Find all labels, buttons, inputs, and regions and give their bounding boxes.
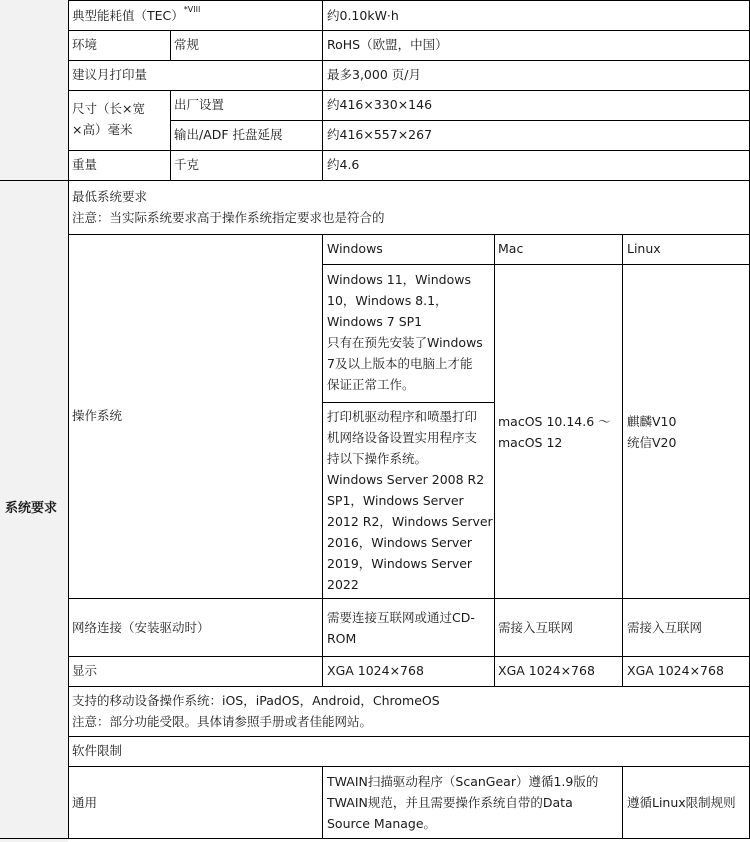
- rule: [0, 180, 750, 181]
- win-server-line: 2022: [327, 577, 359, 592]
- rule: [0, 838, 750, 839]
- rule: [68, 234, 750, 235]
- min-requirements-note: 注意：当实际系统要求高于操作系统指定要求也是符合的: [72, 210, 385, 225]
- rule: [68, 598, 750, 599]
- linux-os-line: 麒麟V10: [627, 414, 677, 429]
- network-windows-line: 需要连接互联网或通过CD-: [327, 610, 475, 625]
- win-server-line: 2019，Windows Server: [327, 556, 473, 571]
- rule: [68, 686, 750, 687]
- weight-value: 约4.6: [327, 157, 360, 172]
- display-linux: XGA 1024×768: [627, 663, 724, 678]
- rule: [322, 264, 750, 265]
- rule: [622, 234, 623, 686]
- mobile-os-note: 注意：部分功能受限。具体请参照手册或者佳能网站。: [72, 714, 373, 729]
- weight-label: 重量: [72, 157, 98, 172]
- win-server-line: 机网络设备设置实用程序支: [327, 430, 478, 445]
- display-label: 显示: [72, 663, 98, 678]
- rule: [68, 0, 750, 1]
- environment-sub: 常规: [174, 37, 200, 52]
- win-client-line: Windows 7 SP1: [327, 314, 423, 329]
- mac-os-line: macOS 12: [498, 435, 563, 450]
- general-linux: 遵循Linux限制规则: [627, 795, 736, 810]
- win-client-line: 7及以上版本的电脑上才能: [327, 356, 473, 371]
- rule: [170, 90, 171, 180]
- dimensions-factory-value: 约416×330×146: [327, 97, 433, 112]
- rule: [68, 766, 750, 767]
- win-client-line: 只有在预先安装了Windows: [327, 335, 483, 350]
- tec-label-text: 典型能耗值（TEC）: [72, 8, 184, 23]
- software-limit-title: 软件限制: [72, 743, 123, 758]
- win-client-line: Windows 11，Windows: [327, 272, 471, 287]
- left-gutter: [0, 0, 68, 842]
- dimensions-label-line2: ×高）毫米: [72, 122, 133, 137]
- win-client-line: 10，Windows 8.1，: [327, 293, 448, 308]
- general-windows-line: TWAIN规范，并且需要操作系统自带的Data: [327, 795, 573, 810]
- rule: [322, 402, 494, 403]
- mobile-os-line: 支持的移动设备操作系统：iOS，iPadOS，Android，ChromeOS: [72, 693, 440, 708]
- linux-os-line: 统信V20: [627, 435, 677, 450]
- tec-value: 约0.10kW·h: [327, 8, 399, 23]
- display-mac: XGA 1024×768: [498, 663, 595, 678]
- rule: [68, 0, 69, 838]
- network-label: 网络连接（安装驱动时）: [72, 620, 210, 635]
- win-server-line: 2012 R2，Windows Server: [327, 514, 493, 529]
- monthly-volume-label: 建议月打印量: [72, 67, 148, 82]
- display-windows: XGA 1024×768: [327, 663, 424, 678]
- environment-value: RoHS（欧盟，中国）: [327, 37, 448, 52]
- rule: [68, 656, 750, 657]
- col-linux: Linux: [627, 241, 661, 256]
- win-server-line: SP1，Windows Server: [327, 493, 464, 508]
- rule: [322, 766, 323, 838]
- win-server-line: 持以下操作系统。: [327, 451, 428, 466]
- weight-unit: 千克: [174, 157, 200, 172]
- dimensions-extended: 输出/ADF 托盘延展: [174, 127, 283, 142]
- min-requirements-title: 最低系统要求: [72, 189, 148, 204]
- col-mac: Mac: [498, 241, 524, 256]
- rule: [322, 234, 323, 686]
- network-linux: 需接入互联网: [627, 620, 703, 635]
- general-windows-line: TWAIN扫描驱动程序（ScanGear）遵循1.9版的: [327, 774, 599, 789]
- rule: [494, 234, 495, 686]
- general-label: 通用: [72, 795, 98, 810]
- environment-label: 环境: [72, 37, 98, 52]
- dimensions-label-line1: 尺寸（长×宽: [72, 101, 145, 116]
- monthly-volume-value: 最多3,000 页/月: [327, 67, 421, 82]
- win-server-line: 打印机驱动程序和喷墨打印: [327, 409, 478, 424]
- rule: [68, 60, 750, 61]
- dimensions-factory: 出厂设置: [174, 97, 225, 112]
- win-client-line: 保证正常工作。: [327, 377, 415, 392]
- tec-label: [72, 5, 200, 26]
- dimensions-extended-value: 约416×557×267: [327, 127, 433, 142]
- network-windows-line: ROM: [327, 631, 357, 646]
- general-windows-line: Source Manage。: [327, 816, 437, 831]
- mac-os-line: macOS 10.14.6 ～: [498, 414, 611, 429]
- rule: [622, 766, 623, 838]
- system-section-label: 系统要求: [5, 501, 58, 516]
- win-server-line: Windows Server 2008 R2: [327, 472, 485, 487]
- os-label: 操作系统: [72, 408, 123, 423]
- rule: [68, 736, 750, 737]
- rule: [170, 30, 171, 60]
- rule: [322, 0, 323, 180]
- rule: [170, 120, 750, 121]
- win-server-line: 2016，Windows Server: [327, 535, 473, 550]
- col-windows: Windows: [327, 241, 383, 256]
- tec-footnote: *VIII: [183, 4, 201, 14]
- network-mac: 需接入互联网: [498, 620, 574, 635]
